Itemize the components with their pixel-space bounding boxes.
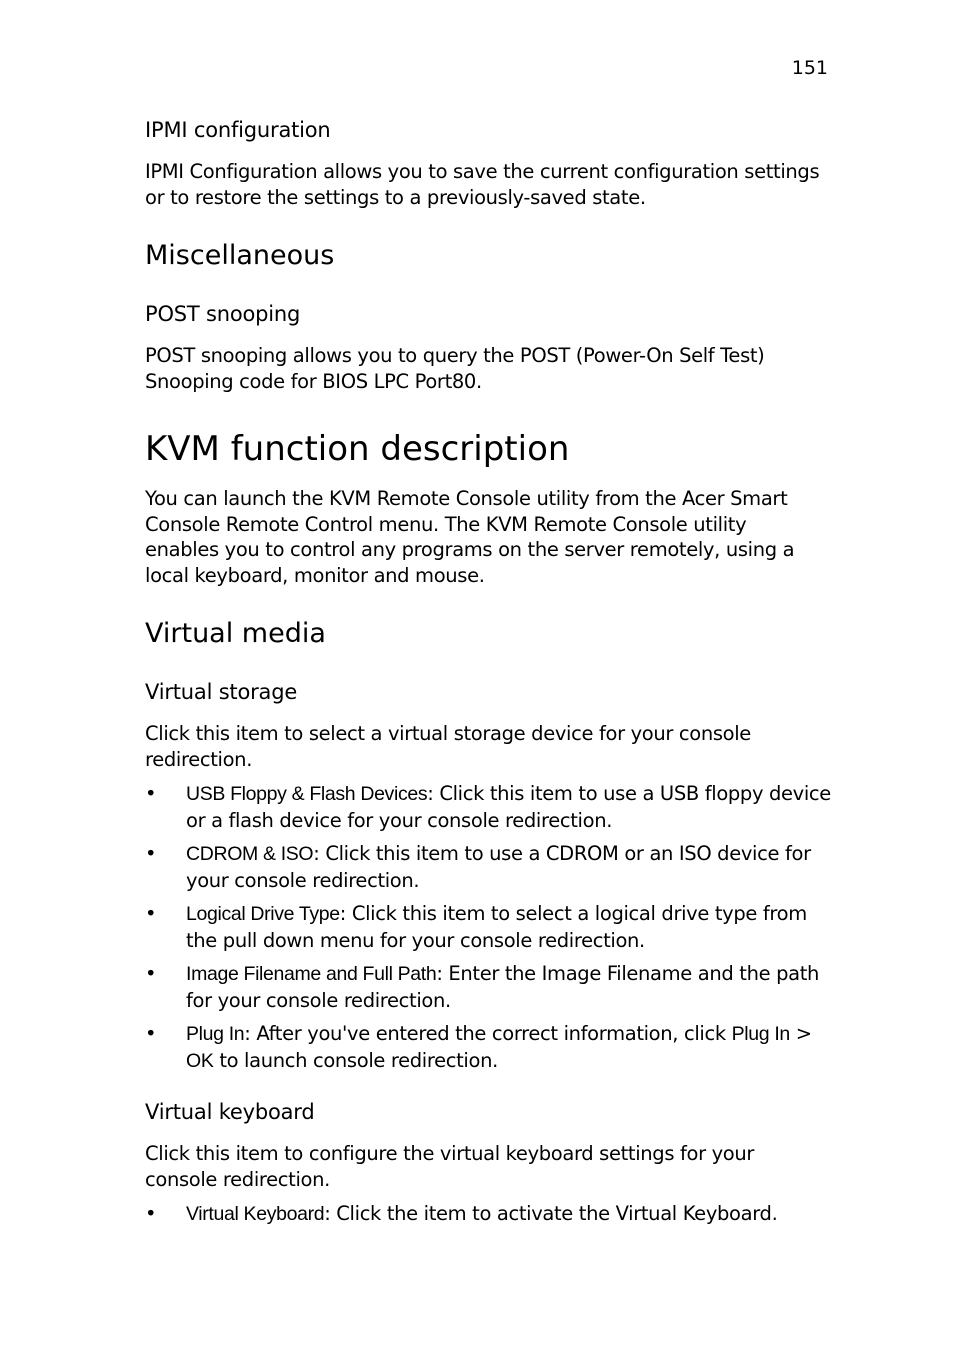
list-item-description: to launch console redirection. [213,1048,498,1072]
virtual-keyboard-body: Click this item to configure the virtual keyboard settings for your console redirection. [145,1142,755,1191]
list-item-description: : Click this item to use a USB floppy device or a flash device for your console redirection. [186,782,831,832]
post-snooping-body: POST snooping allows you to query the POST (Power-On Self Test) Snooping code for BIOS LPC Port80. [145,344,765,393]
kvm-function-heading: KVM function description [145,429,570,469]
list-item-term: Plug In [186,1023,245,1045]
list-item-text [186,841,836,893]
list-item-text [186,781,836,833]
list-item-description: : Enter the Image Filename and the path for your console redirection. [186,962,820,1012]
list-item-term: Logical Drive Type [186,903,340,925]
bullet-glyph: • [145,1022,157,1045]
list-item-description: : Click this item to use a CDROM or an ISO device for your console redirection. [186,842,811,892]
list-item-text [186,1201,836,1228]
list-item-description: : After you've entered the correct information, click [244,1022,732,1045]
bullet-glyph: • [145,782,157,805]
virtual-media-heading: Virtual media [145,618,326,649]
list-item-term: Virtual Keyboard [186,1203,325,1225]
miscellaneous-heading: Miscellaneous [145,240,335,271]
post-snooping-heading: POST snooping [145,302,301,326]
bullet-glyph: • [145,842,157,865]
virtual-storage-heading: Virtual storage [145,680,298,704]
list-item-term: OK [186,1049,214,1072]
ipmi-configuration-heading: IPMI configuration [145,118,331,142]
ipmi-configuration-body: IPMI Configuration allows you to save the current configuration settings or to restore the settings to a previously-saved state. [145,160,820,209]
list-item-description: : Click this item to select a logical drive type from the pull down menu for your console redirection. [186,902,807,952]
list-item-term: Plug In [731,1023,790,1045]
kvm-function-body: You can launch the KVM Remote Console utility from the Acer Smart Console Remote Control menu. The KVM Remote Console utility enables you to control any programs on the server remotely, using a local keyboard, monitor and mouse. [145,487,795,587]
bullet-glyph: • [145,1202,157,1225]
list-item-text [186,961,836,1013]
virtual-keyboard-heading: Virtual keyboard [145,1100,315,1124]
virtual-storage-body: Click this item to select a virtual storage device for your console redirection. [145,722,751,771]
list-item-description: : Click the item to activate the Virtual Keyboard. [324,1202,778,1225]
page-number: 151 [791,57,828,79]
list-item-text [186,1021,836,1074]
list-item-term: CDROM & ISO [186,843,314,865]
list-item-separator: > [789,1022,812,1045]
list-item-term: USB Floppy & Flash Devices [186,783,428,805]
bullet-glyph: • [145,902,157,925]
list-item-term: Image Filename and Full Path [186,963,437,985]
list-item-text [186,901,836,953]
bullet-glyph: • [145,962,157,985]
